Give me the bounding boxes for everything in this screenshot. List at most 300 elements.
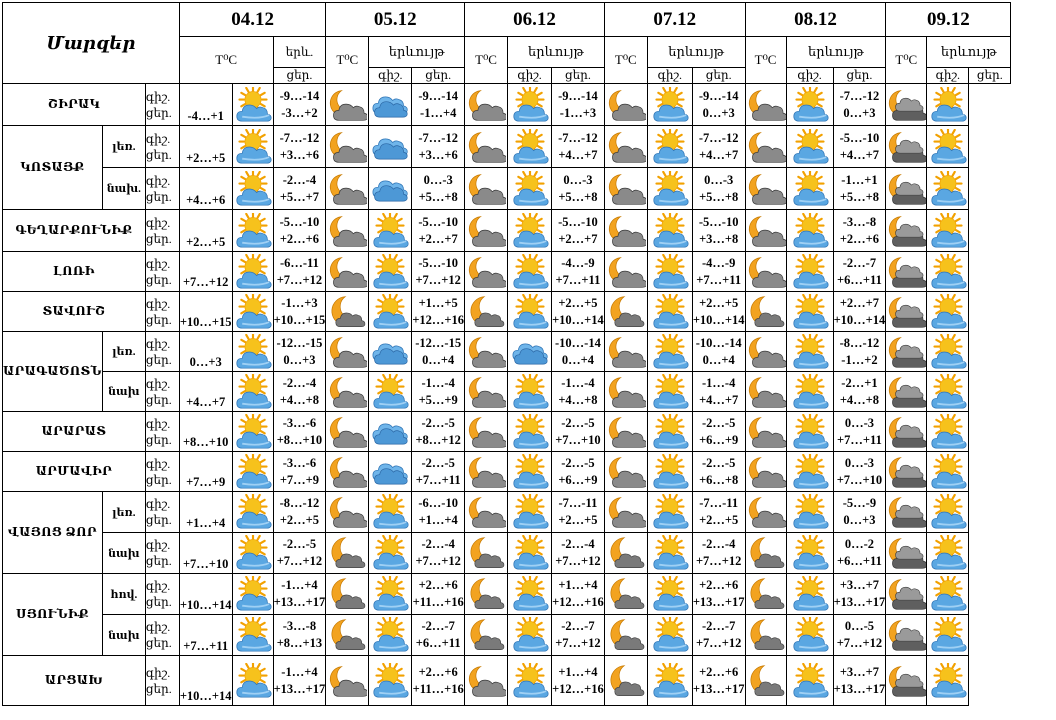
- day-label: ցեր.: [145, 312, 172, 327]
- date-header: [326, 3, 465, 37]
- night-weather: [886, 452, 927, 492]
- night-temp: -7…-11: [558, 496, 598, 510]
- sun-cloud-icon: [790, 334, 830, 370]
- night-weather: [465, 412, 508, 452]
- night-weather: [745, 168, 786, 210]
- night-weather: [886, 252, 927, 292]
- temp-cell: [833, 126, 886, 168]
- night-temp: -7…-12: [279, 130, 320, 145]
- day1-temp: [179, 210, 232, 252]
- day-temp: +4…+8: [839, 392, 880, 407]
- page-title: Մարզեր: [46, 32, 136, 53]
- day-weather: [927, 168, 969, 210]
- sun-cloud-icon: [510, 494, 550, 530]
- night-temp: -2…-5: [282, 537, 317, 551]
- day1-temp: [179, 84, 232, 126]
- day-label: ցեր.: [145, 231, 172, 246]
- temp-cell: [833, 574, 886, 615]
- night-temp: -9…-14: [418, 88, 458, 103]
- sun-cloud-icon: [650, 576, 690, 612]
- night-weather: [604, 292, 647, 332]
- night-header: [786, 68, 833, 84]
- moon-cloud-icon: [746, 334, 786, 370]
- moon-cloud-icon: [746, 494, 786, 530]
- night-temp: +2…+5: [558, 295, 598, 310]
- moon-cloud-icon: [466, 454, 506, 490]
- day-weather: [369, 210, 412, 252]
- day-temp: +13…+17: [273, 681, 326, 696]
- sun-cloud-icon: [650, 87, 690, 123]
- sub-zone-label: նախ: [108, 386, 140, 398]
- night-weather: [886, 84, 927, 126]
- temp-cell: [273, 656, 326, 706]
- day-temp: +4…+8: [279, 392, 320, 407]
- night-label: գիշ.: [517, 68, 542, 82]
- temp-cell: [273, 372, 326, 412]
- sun-cloud-icon: [928, 535, 968, 571]
- temp-cell: [833, 84, 886, 126]
- sun-cloud-icon: [928, 663, 968, 699]
- day-temp: +10…+14: [833, 312, 886, 327]
- night-temp: 0…-3: [563, 172, 593, 187]
- sun-cloud-icon: [790, 663, 830, 699]
- sun-cloud-icon: [233, 663, 273, 699]
- time-labels: [145, 252, 179, 292]
- sub-zone: [102, 492, 145, 533]
- night-temp: -12…-15: [276, 335, 323, 350]
- night-label: գիշ.: [145, 131, 171, 146]
- day-label: ցեր.: [846, 68, 873, 82]
- sun-cloud-icon: [790, 87, 830, 123]
- night-temp: +1…+4: [558, 664, 598, 679]
- night-weather: [326, 492, 369, 533]
- moon-cloud-icon: [327, 663, 367, 699]
- day-temp: +6…+11: [415, 636, 461, 650]
- moon-cloud-icon: [466, 663, 506, 699]
- temp-cell: [552, 574, 605, 615]
- sun-cloud-icon: [928, 334, 968, 370]
- temp-label: T⁰C: [475, 52, 497, 67]
- time-labels: [145, 168, 179, 210]
- day1-temp: [179, 292, 232, 332]
- moon-cloud-icon: [466, 494, 506, 530]
- day1-weather: [232, 412, 273, 452]
- day-temp: +7…+12: [555, 554, 601, 568]
- temp-range: +7…+10: [182, 557, 229, 571]
- moon-cloud-icon: [606, 87, 646, 123]
- night-label: գիշ.: [145, 296, 171, 311]
- day-weather: [369, 126, 412, 168]
- night-temp: -4…-9: [561, 255, 595, 270]
- night-weather: [326, 126, 369, 168]
- temp-label: T⁰C: [215, 52, 238, 67]
- day-weather: [369, 656, 412, 706]
- temp-range: +7…+9: [186, 475, 226, 489]
- moon-icon: [606, 535, 646, 571]
- temp-label: T⁰C: [614, 52, 637, 67]
- night-weather: [326, 656, 369, 706]
- day-weather: [369, 412, 412, 452]
- night-temp: +3…+7: [839, 578, 880, 592]
- night-label: գիշ.: [657, 68, 683, 82]
- night-weather: [745, 252, 786, 292]
- day-temp: +3…+6: [418, 147, 458, 162]
- day-header: [552, 68, 605, 84]
- sun-cloud-icon: [233, 414, 273, 450]
- sun-cloud-icon: [790, 254, 830, 290]
- night-weather: [465, 252, 508, 292]
- day-weather: [786, 492, 833, 533]
- day-weather: [927, 126, 969, 168]
- day-label: ցեր.: [425, 68, 452, 82]
- temp-cell: [552, 168, 605, 210]
- day-temp: +5…+8: [558, 189, 598, 204]
- night-label: գիշ.: [145, 336, 171, 351]
- temp-cell: [692, 332, 745, 372]
- sub-zone-label: նախ.: [106, 183, 141, 195]
- day-temp: +3…+8: [699, 231, 739, 246]
- temp-cell: [833, 292, 886, 332]
- sub-zone-label: նախ: [108, 629, 140, 642]
- day-temp: 0…+4: [561, 352, 594, 367]
- day1-temp: [179, 533, 232, 574]
- cloud-blue-icon: [370, 171, 410, 207]
- moon-cloud-dark-icon: [886, 87, 926, 123]
- temp-range: +8…+10: [182, 435, 229, 449]
- day1-weather: [232, 84, 273, 126]
- phen-header: [369, 37, 465, 68]
- region-label: ԼՈՌԻ: [53, 264, 95, 278]
- day-temp: +5…+7: [279, 189, 320, 204]
- region-label: ԱՐՄԱՎԻՐ: [35, 464, 113, 478]
- night-weather: [326, 292, 369, 332]
- temp-cell: [552, 126, 605, 168]
- day-weather: [369, 168, 412, 210]
- night-temp: -5…-10: [698, 214, 739, 229]
- night-label: գիշ.: [145, 173, 171, 188]
- day1-weather: [232, 332, 273, 372]
- sub-zone: [102, 168, 145, 210]
- sun-cloud-icon: [790, 454, 830, 490]
- night-weather: [604, 372, 647, 412]
- day-temp: +7…+9: [279, 472, 320, 487]
- day-temp: +7…+11: [555, 272, 601, 287]
- moon-cloud-icon: [466, 374, 506, 410]
- time-labels: [145, 412, 179, 452]
- night-weather: [604, 126, 647, 168]
- temp-range: +2…+5: [186, 235, 226, 249]
- temp-cell: [412, 126, 465, 168]
- night-temp: -2…-5: [421, 455, 455, 470]
- day1-temp: [179, 168, 232, 210]
- night-temp: -3…-6: [282, 455, 317, 470]
- day-label: ցեր.: [145, 595, 172, 609]
- day-weather: [786, 252, 833, 292]
- sub-zone: [102, 574, 145, 615]
- day-weather: [508, 452, 552, 492]
- day-weather: [786, 372, 833, 412]
- day-temp: +3…+6: [279, 147, 320, 162]
- night-temp: -2…+1: [841, 375, 878, 390]
- temp-cell: [412, 168, 465, 210]
- region-label: ԿՈՏԱՅՔ: [20, 160, 85, 174]
- day-temp: +6…+9: [699, 432, 739, 447]
- night-label: գիշ.: [145, 620, 171, 634]
- day-temp: 0…+3: [843, 105, 876, 120]
- day-temp: +6…+9: [558, 472, 598, 487]
- region-label: ԱՐՑԱԽ: [44, 673, 103, 687]
- temp-range: +7…+12: [182, 275, 229, 289]
- night-temp: +3…+7: [839, 664, 880, 679]
- temp-cell: [273, 210, 326, 252]
- sun-cloud-icon: [370, 213, 410, 249]
- night-weather: [465, 84, 508, 126]
- day-label: ցեր.: [145, 472, 172, 487]
- temp-cell: [273, 492, 326, 533]
- day-weather: [786, 168, 833, 210]
- moon-icon: [606, 663, 646, 699]
- day-weather: [508, 126, 552, 168]
- temp-cell: [692, 168, 745, 210]
- sun-cloud-icon: [650, 535, 690, 571]
- time-labels: [145, 292, 179, 332]
- temp-header: [604, 37, 647, 84]
- night-weather: [886, 656, 927, 706]
- sun-cloud-icon: [370, 535, 410, 571]
- night-weather: [465, 210, 508, 252]
- temp-cell: [692, 656, 745, 706]
- sun-cloud-icon: [650, 129, 690, 165]
- day-temp: +12…+16: [412, 312, 465, 327]
- day-weather: [927, 372, 969, 412]
- temp-cell: [833, 372, 886, 412]
- temp-cell: [412, 533, 465, 574]
- night-temp: -7…-12: [558, 130, 598, 145]
- temp-cell: [273, 252, 326, 292]
- day-weather: [927, 252, 969, 292]
- time-labels: [145, 615, 179, 656]
- moon-cloud-dark-icon: [886, 663, 926, 699]
- night-temp: -1…+4: [281, 578, 318, 592]
- day-weather: [647, 412, 692, 452]
- night-temp: -7…-12: [698, 130, 739, 145]
- temp-range: +4…+6: [186, 193, 226, 207]
- day-weather: [927, 656, 969, 706]
- day-label: ցեր.: [145, 105, 172, 120]
- day-temp: +5…+8: [839, 189, 880, 204]
- temp-cell: [412, 574, 465, 615]
- night-temp: +2…+7: [839, 295, 880, 310]
- temp-header: [745, 37, 786, 84]
- night-label: գիշ.: [145, 497, 171, 511]
- phen-label: երևույթ: [940, 44, 997, 59]
- day-weather: [786, 84, 833, 126]
- night-weather: [326, 252, 369, 292]
- night-weather: [886, 615, 927, 656]
- day-header: [412, 68, 465, 84]
- day-temp: +7…+11: [696, 272, 742, 287]
- night-temp: -2…-7: [702, 619, 736, 633]
- day-temp: +2…+6: [279, 231, 320, 246]
- day-weather: [369, 84, 412, 126]
- date-header: [886, 3, 1011, 37]
- sun-cloud-icon: [510, 129, 550, 165]
- moon-icon: [606, 294, 646, 330]
- region-label: ԳԵՂԱՐՔՈՒՆԻՔ: [15, 223, 133, 237]
- night-weather: [886, 126, 927, 168]
- date-header: [465, 3, 605, 37]
- sun-cloud-icon: [928, 414, 968, 450]
- night-temp: +2…+5: [699, 295, 739, 310]
- night-weather: [604, 656, 647, 706]
- day1-temp: [179, 492, 232, 533]
- night-temp: +2…+6: [418, 664, 458, 679]
- moon-icon: [746, 617, 786, 653]
- moon-cloud-icon: [746, 87, 786, 123]
- day-weather: [508, 332, 552, 372]
- temp-cell: [273, 84, 326, 126]
- sun-cloud-icon: [233, 576, 273, 612]
- day1-weather: [232, 452, 273, 492]
- phen-header: [273, 37, 326, 68]
- moon-icon: [466, 617, 506, 653]
- night-weather: [886, 412, 927, 452]
- day-temp: +4…+7: [558, 147, 598, 162]
- sun-cloud-icon: [510, 374, 550, 410]
- temp-range: +7…+11: [183, 639, 229, 653]
- day1-temp: [179, 252, 232, 292]
- temp-cell: [692, 292, 745, 332]
- night-temp: +1…+5: [418, 295, 458, 310]
- time-labels: [145, 332, 179, 372]
- day-label: ցեր.: [286, 68, 313, 82]
- day1-temp: [179, 332, 232, 372]
- day-weather: [647, 656, 692, 706]
- region-name: [3, 452, 146, 492]
- sub-zone: [102, 332, 145, 372]
- night-weather: [465, 615, 508, 656]
- sun-cloud-icon: [928, 617, 968, 653]
- temp-cell: [692, 126, 745, 168]
- day-weather: [786, 533, 833, 574]
- moon-cloud-icon: [606, 213, 646, 249]
- temp-label: T⁰C: [754, 52, 777, 67]
- day-weather: [508, 533, 552, 574]
- day-weather: [786, 126, 833, 168]
- sun-cloud-icon: [928, 213, 968, 249]
- moon-cloud-icon: [327, 454, 367, 490]
- sun-cloud-icon: [650, 454, 690, 490]
- sun-cloud-icon: [790, 535, 830, 571]
- day-weather: [508, 168, 552, 210]
- night-weather: [465, 533, 508, 574]
- sun-cloud-icon: [650, 663, 690, 699]
- sub-zone: [102, 126, 145, 168]
- moon-icon: [466, 294, 506, 330]
- phen-header: [786, 37, 886, 68]
- moon-icon: [327, 576, 367, 612]
- sun-cloud-icon: [928, 129, 968, 165]
- day-label: ցեր.: [145, 147, 172, 162]
- day-temp: +13…+17: [833, 681, 886, 696]
- day-label: ցեր.: [145, 352, 172, 367]
- sun-cloud-icon: [233, 617, 273, 653]
- night-weather: [326, 412, 369, 452]
- temp-cell: [552, 332, 605, 372]
- temp-cell: [833, 252, 886, 292]
- region-name: [3, 292, 146, 332]
- day-weather: [647, 168, 692, 210]
- night-temp: -3…-8: [282, 619, 317, 633]
- day-weather: [927, 452, 969, 492]
- night-temp: -8…-12: [279, 496, 320, 510]
- night-weather: [604, 452, 647, 492]
- temp-range: -4…+1: [187, 109, 224, 123]
- sun-cloud-icon: [928, 454, 968, 490]
- day1-weather: [232, 292, 273, 332]
- temp-cell: [412, 210, 465, 252]
- moon-cloud-icon: [746, 374, 786, 410]
- sun-cloud-icon: [233, 213, 273, 249]
- date-label: 06.12: [513, 8, 556, 30]
- day1-weather: [232, 492, 273, 533]
- night-weather: [886, 168, 927, 210]
- night-temp: -2…-4: [421, 537, 455, 551]
- night-weather: [326, 332, 369, 372]
- day-temp: 0…+4: [702, 352, 735, 367]
- temp-cell: [552, 210, 605, 252]
- temp-cell: [692, 210, 745, 252]
- night-weather: [745, 615, 786, 656]
- temp-cell: [412, 615, 465, 656]
- temp-label: T⁰C: [336, 52, 359, 67]
- day-weather: [927, 615, 969, 656]
- night-weather: [886, 292, 927, 332]
- temp-header: [179, 37, 273, 84]
- night-label: գիշ.: [145, 579, 171, 593]
- region-name: [3, 492, 103, 574]
- sun-cloud-icon: [650, 294, 690, 330]
- sun-cloud-icon: [510, 454, 550, 490]
- temp-cell: [412, 292, 465, 332]
- night-temp: -1…+4: [281, 664, 318, 679]
- phen-header: [647, 37, 745, 68]
- day-weather: [786, 452, 833, 492]
- phen-label: երևույթ: [668, 44, 725, 59]
- day-label: ցեր.: [145, 513, 172, 527]
- day-temp: +13…+17: [692, 681, 745, 696]
- day-weather: [508, 412, 552, 452]
- night-temp: -5…-10: [418, 214, 458, 229]
- day-weather: [647, 210, 692, 252]
- moon-cloud-icon: [746, 454, 786, 490]
- time-labels: [145, 84, 179, 126]
- day-temp: +7…+12: [415, 554, 461, 568]
- day-temp: +7…+11: [837, 432, 882, 447]
- moon-cloud-icon: [327, 374, 367, 410]
- temp-range: +10…+14: [179, 598, 232, 612]
- day-weather: [508, 656, 552, 706]
- day1-weather: [232, 574, 273, 615]
- temp-cell: [552, 656, 605, 706]
- moon-cloud-icon: [466, 171, 506, 207]
- sub-zone-label: նախ: [108, 547, 140, 560]
- night-temp: -2…-5: [702, 415, 736, 430]
- moon-icon: [606, 617, 646, 653]
- day-weather: [647, 372, 692, 412]
- night-weather: [604, 492, 647, 533]
- day-temp: +7…+12: [415, 272, 461, 287]
